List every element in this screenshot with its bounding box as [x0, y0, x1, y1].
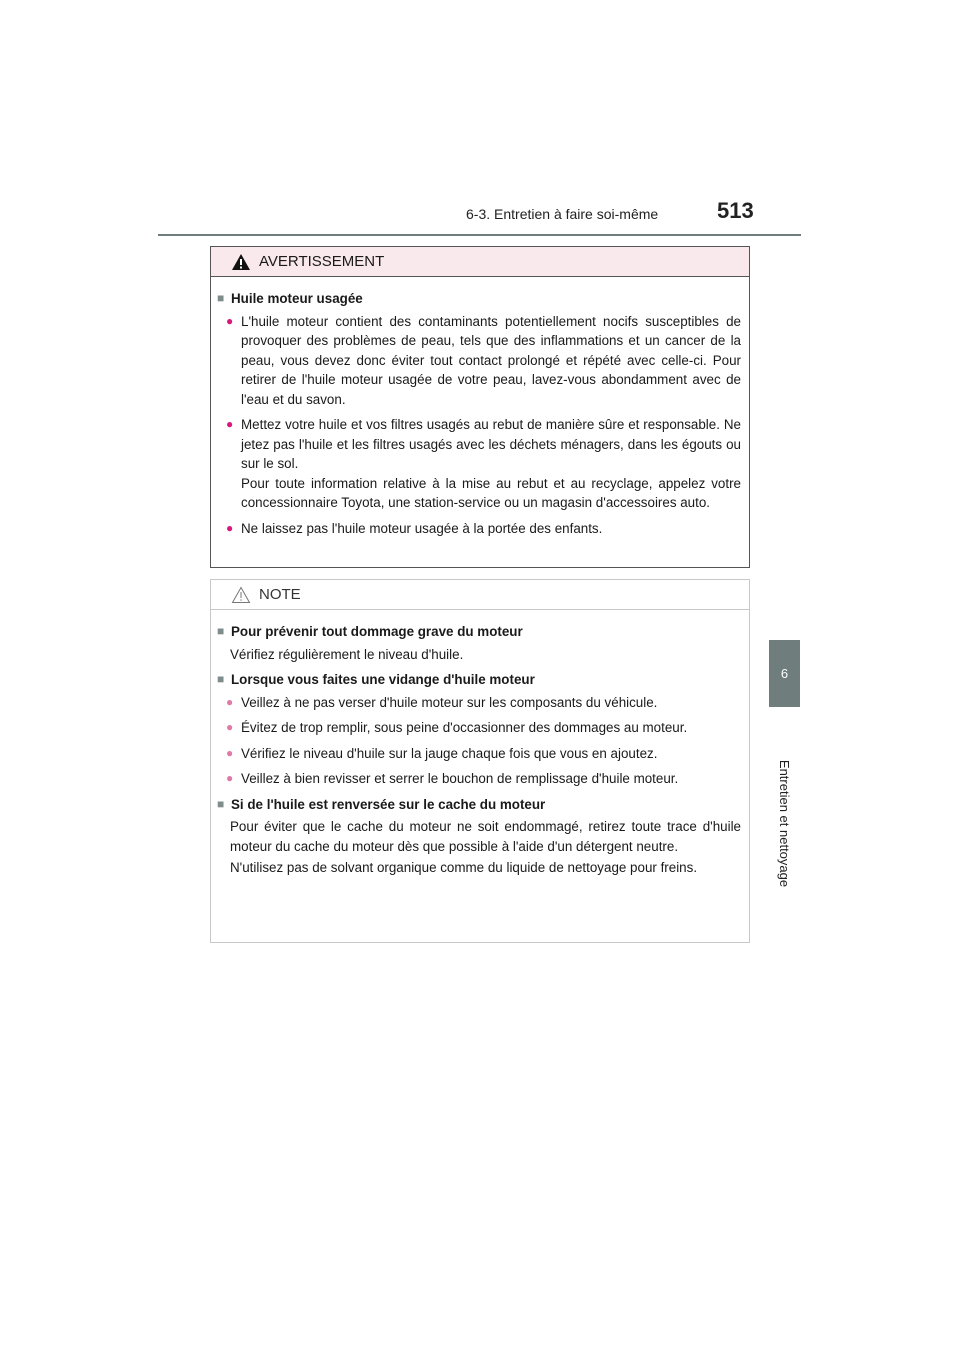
bullet-icon: ●: [226, 417, 234, 431]
chapter-tab-label-text: Entretien et nettoyage: [777, 759, 793, 888]
list-item: [217, 693, 741, 713]
square-bullet-icon: ■: [217, 672, 225, 686]
note-section-title-text: Si de l'huile est renversée sur le cache du moteur: [231, 796, 546, 812]
list-item-text: Veillez à ne pas verser d'huile moteur sur les composants du véhicule.: [241, 694, 658, 710]
list-item-text: Ne laissez pas l'huile moteur usagée à la portée des enfants.: [241, 520, 603, 536]
note-paragraph: Vérifiez régulièrement le niveau d'huile.: [230, 646, 464, 662]
list-item: [217, 519, 741, 539]
warning-box: [210, 246, 750, 568]
list-item-text: Vérifiez le niveau d'huile sur la jauge chaque fois que vous en ajoutez.: [241, 745, 658, 761]
warning-triangle-icon: [231, 253, 251, 271]
list-item: [217, 415, 741, 513]
square-bullet-icon: ■: [217, 291, 225, 305]
list-item-text: Veillez à bien revisser et serrer le bouchon de remplissage d'huile moteur.: [241, 771, 679, 786]
bullet-icon: ●: [226, 520, 234, 535]
bullet-icon: ●: [226, 694, 234, 709]
bullet-icon: ●: [226, 771, 234, 785]
list-item-text: L'huile moteur contient des contaminants potentiellement nocifs susceptibles de provoquer des problèmes de peau, tels que des inflammations et un cancer de la peau, vous devez donc éviter tout contact prolongé et répété avec celle-ci. Pour retirer de l'huile moteur usagée de votre peau, lavez-vous abondamment avec de l'eau et du savon.: [241, 313, 741, 407]
bullet-icon: ●: [226, 720, 234, 734]
section-title: 6-3. Entretien à faire soi-même: [466, 206, 659, 222]
list-item: [217, 769, 741, 789]
note-section-title: [217, 795, 741, 815]
caution-triangle-icon: [231, 586, 251, 604]
list-item: [217, 312, 741, 410]
chapter-tab-label: [769, 708, 800, 939]
note-body: [211, 610, 749, 878]
note-box: [210, 579, 750, 943]
warning-title: AVERTISSEMENT: [259, 253, 385, 270]
note-paragraph: N'utilisez pas de solvant organique comme du liquide de nettoyage pour freins.: [230, 860, 698, 875]
warning-section-title-text: Huile moteur usagée: [231, 291, 363, 306]
note-header: [211, 580, 749, 610]
list-item-paragraph: Pour toute information relative à la mise au rebut et au recyclage, appelez votre concessionnaire Toyota, une station-service ou un magasin d'accessoires auto.: [241, 475, 741, 510]
note-section-title: [217, 670, 741, 690]
note-paragraph: Pour éviter que le cache du moteur ne soit endommagé, retirez toute trace d'huile moteur du cache du moteur dès que possible à l'aide d'un détergent neutre.: [230, 819, 741, 854]
square-bullet-icon: ■: [217, 624, 225, 638]
list-item-paragraph: Mettez votre huile et vos filtres usagés au rebut de manière sûre et responsable. Ne jetez pas l'huile et les filtres usagés avec les déchets ménagers, dans les égouts ou sur le sol.: [241, 417, 741, 471]
warning-section-title: [217, 289, 741, 309]
list-item-text: [241, 415, 741, 513]
list-item: [217, 744, 741, 764]
chapter-tab-number: 6: [769, 640, 800, 707]
note-section-title-text: Pour prévenir tout dommage grave du moteur: [231, 624, 523, 639]
list-item: [217, 718, 741, 738]
note-section-title: [217, 622, 741, 642]
warning-body: [211, 277, 749, 538]
square-bullet-icon: ■: [217, 796, 225, 811]
bullet-icon: ●: [226, 745, 234, 760]
header-divider: [158, 234, 801, 236]
warning-header: [211, 247, 749, 277]
list-item-text: Évitez de trop remplir, sous peine d'occasionner des dommages au moteur.: [241, 720, 688, 735]
note-title: NOTE: [259, 586, 301, 603]
bullet-icon: ●: [226, 313, 234, 328]
note-section-title-text: Lorsque vous faites une vidange d'huile moteur: [231, 672, 535, 687]
page-number: 513: [717, 198, 754, 223]
